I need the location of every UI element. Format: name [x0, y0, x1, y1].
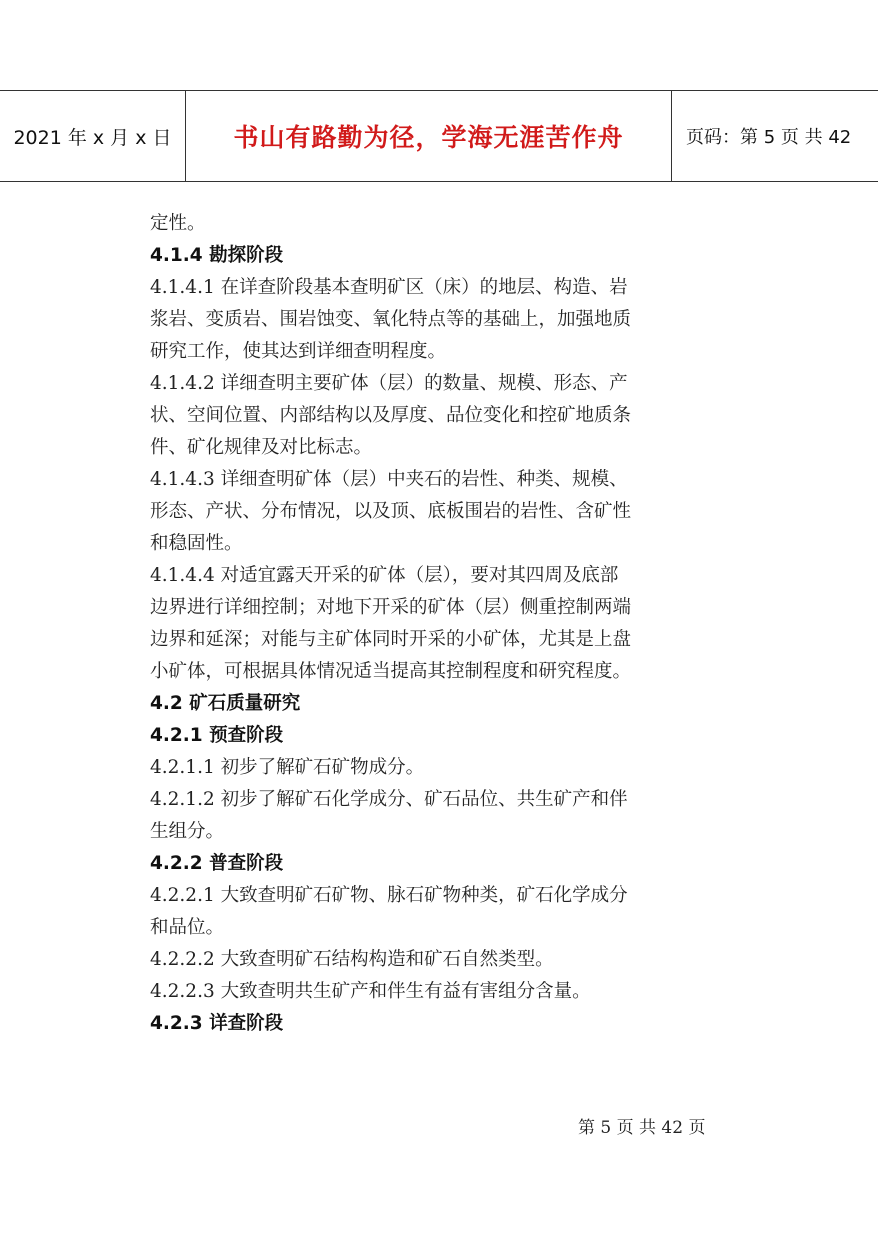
page-footer: 第 5 页 共 42 页: [578, 1118, 706, 1138]
section-heading: 4.2.2 普查阶段: [150, 853, 284, 874]
text-line: 生组分。: [150, 821, 225, 842]
section-heading: 4.1.4 勘探阶段: [150, 245, 284, 266]
text-line: 状、空间位置、内部结构以及厚度、品位变化和控矿地质条: [150, 405, 632, 426]
text-line: 边界和延深；对能与主矿体同时开采的小矿体，尤其是上盘: [150, 629, 632, 650]
text-line: 和品位。: [150, 917, 225, 938]
text-line: 4.1.4.2 详细查明主要矿体（层）的数量、规模、形态、产: [150, 373, 628, 394]
text-line: 边界进行详细控制；对地下开采的矿体（层）侧重控制两端: [150, 597, 632, 618]
text-line: 4.1.4.3 详细查明矿体（层）中夹石的岩性、种类、规模、: [150, 469, 628, 490]
text-line: 形态、产状、分布情况，以及顶、底板围岩的岩性、含矿性: [150, 501, 632, 522]
section-heading: 4.2 矿石质量研究: [150, 693, 301, 714]
text-line: 4.1.4.1 在详查阶段基本查明矿区（床）的地层、构造、岩: [150, 277, 628, 298]
header-page-number: 页码：第 5 页 共 42: [686, 127, 852, 148]
document-body: [150, 208, 740, 1040]
text-line: 4.2.2.1 大致查明矿石矿物、脉石矿物种类，矿石化学成分: [150, 885, 628, 906]
text-line: 4.2.1.2 初步了解矿石化学成分、矿石品位、共生矿产和伴: [150, 789, 628, 810]
text-line: 浆岩、变质岩、围岩蚀变、氧化特点等的基础上，加强地质: [150, 309, 632, 330]
text-line: 和稳固性。: [150, 533, 243, 554]
header-motto: 书山有路勤为径，学海无涯苦作舟: [186, 91, 672, 181]
section-heading: 4.2.3 详查阶段: [150, 1013, 284, 1034]
section-heading: 4.2.1 预查阶段: [150, 725, 284, 746]
text-line: 件、矿化规律及对比标志。: [150, 437, 373, 458]
page-header: [0, 90, 878, 182]
text-line: 4.2.2.2 大致查明矿石结构构造和矿石自然类型。: [150, 949, 554, 970]
text-line: 4.1.4.4 对适宜露天开采的矿体（层），要对其四周及底部: [150, 565, 619, 586]
header-date: 2021 年 x 月 x 日: [0, 91, 186, 181]
text-line: 定性。: [150, 213, 206, 234]
text-line: 研究工作，使其达到详细查明程度。: [150, 341, 447, 362]
text-line: 小矿体，可根据具体情况适当提高其控制程度和研究程度。: [150, 661, 632, 682]
text-line: 4.2.2.3 大致查明共生矿产和伴生有益有害组分含量。: [150, 981, 591, 1002]
text-line: 4.2.1.1 初步了解矿石矿物成分。: [150, 757, 425, 778]
